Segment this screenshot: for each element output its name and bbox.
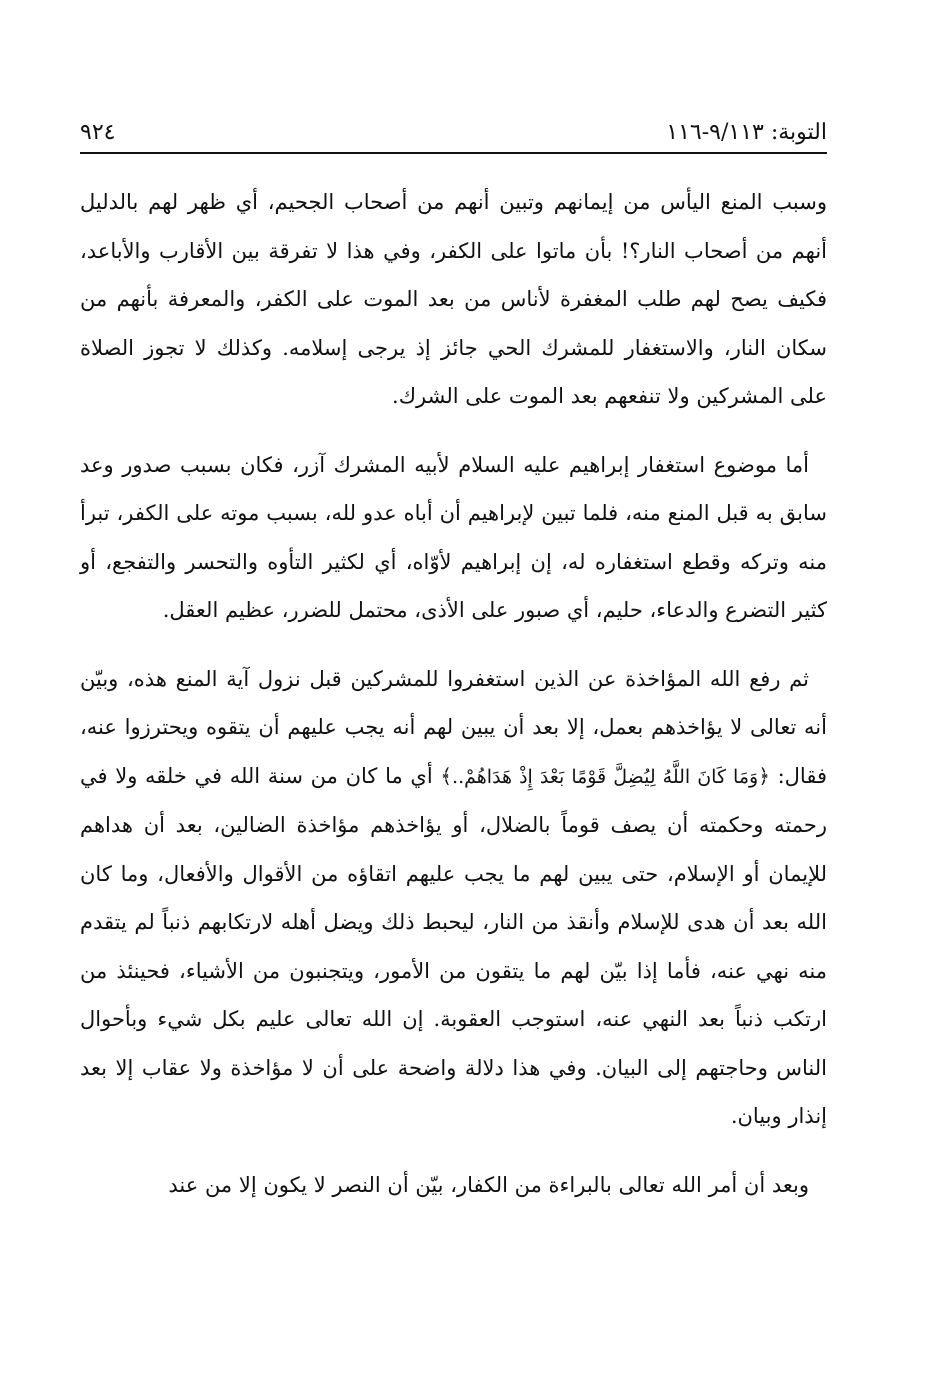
page-header — [80, 112, 827, 154]
verse-bracket-close: ﴾ — [440, 763, 453, 788]
paragraph: وبعد أن أمر الله تعالى بالبراءة من الكفار، بيّن أن النصر لا يكون إلا من عند — [168, 1172, 809, 1197]
verse-bracket-open: ﴿ — [758, 763, 770, 788]
page-number: ٩٢٤ — [80, 119, 116, 145]
quran-verse: وَمَا كَانَ اللَّهُ لِيُضِلَّ قَوْمًا بَعْدَ إِذْ هَدَاهُمْ.. — [452, 765, 759, 788]
paragraph-text: ثم رفع الله المؤاخذة عن الذين استغفروا للمشركين قبل نزول آية المنع هذه، وبيّن أنه تعالى لا يؤاخذهم بعمل، إلا بعد أن يبين لهم أنه يجب عليهم أن يتقوه ويحترزوا عنه، فقال: — [80, 666, 827, 788]
paragraph-text: أي ما كان من سنة الله في خلقه ولا في رحمته وحكمته أن يصف قوماً بالضلال، أو يؤاخذهم مؤاخذة الضالين، بعد أن هداهم للإيمان أو الإسلام، حتى يبين لهم ما يجب عليهم اتقاؤه من الأقوال والأفعال، وما كان الله بعد أن هدى للإسلام وأنقذ من النار، ليحبط ذلك ويضل أهله لارتكابهم ذنباً لم يتقدم منه نهي عنه، فأما إذا بيّن لهم ما يتقون من الأمور، ويتجنبون من الأشياء، فحينئذ من ارتكب ذنباً بعد النهي عنه، استوجب العقوبة. إن الله تعالى عليم بكل شيء وبأحوال الناس وحاجتهم إلى البيان. وفي هذا دلالة واضحة على أن لا مؤاخذة ولا عقاب إلا بعد إنذار وبيان. — [80, 763, 827, 1128]
body-text — [80, 178, 827, 1229]
paragraph: وسبب المنع اليأس من إيمانهم وتبين أنهم من أصحاب الجحيم، أي ظهر لهم بالدليل أنهم من أصحاب النار؟! بأن ماتوا على الكفر، وفي هذا لا تفرقة بين الأقارب والأباعد، فكيف يصح لهم طلب المغفرة لأناس من بعد الموت على الكفر، والمعرفة بأنهم من سكان النار، والاستغفار للمشرك الحي جائز إذ يرجى إسلامه. وكذلك لا تجوز الصلاة على المشركين ولا تنفعهم بعد الموت على الشرك. — [80, 190, 827, 408]
paragraph-with-verse — [80, 655, 827, 1141]
running-head: التوبة: ٩/١١٣-١١٦ — [666, 119, 827, 145]
paragraph: أما موضوع استغفار إبراهيم عليه السلام لأبيه المشرك آزر، فكان بسبب صدور وعد سابق به قبل المنع منه، فلما تبين لإبراهيم أن أباه عدو لله، بسبب موته على الكفر، تبرأ منه وتركه وقطع استغفاره له، إن إبراهيم لأوّاه، أي لكثير التأوه والتحسر والتفجع، أو كثير التضرع والدعاء، حليم، أي صبور على الأذى، محتمل للضرر، عظيم العقل. — [80, 452, 827, 622]
